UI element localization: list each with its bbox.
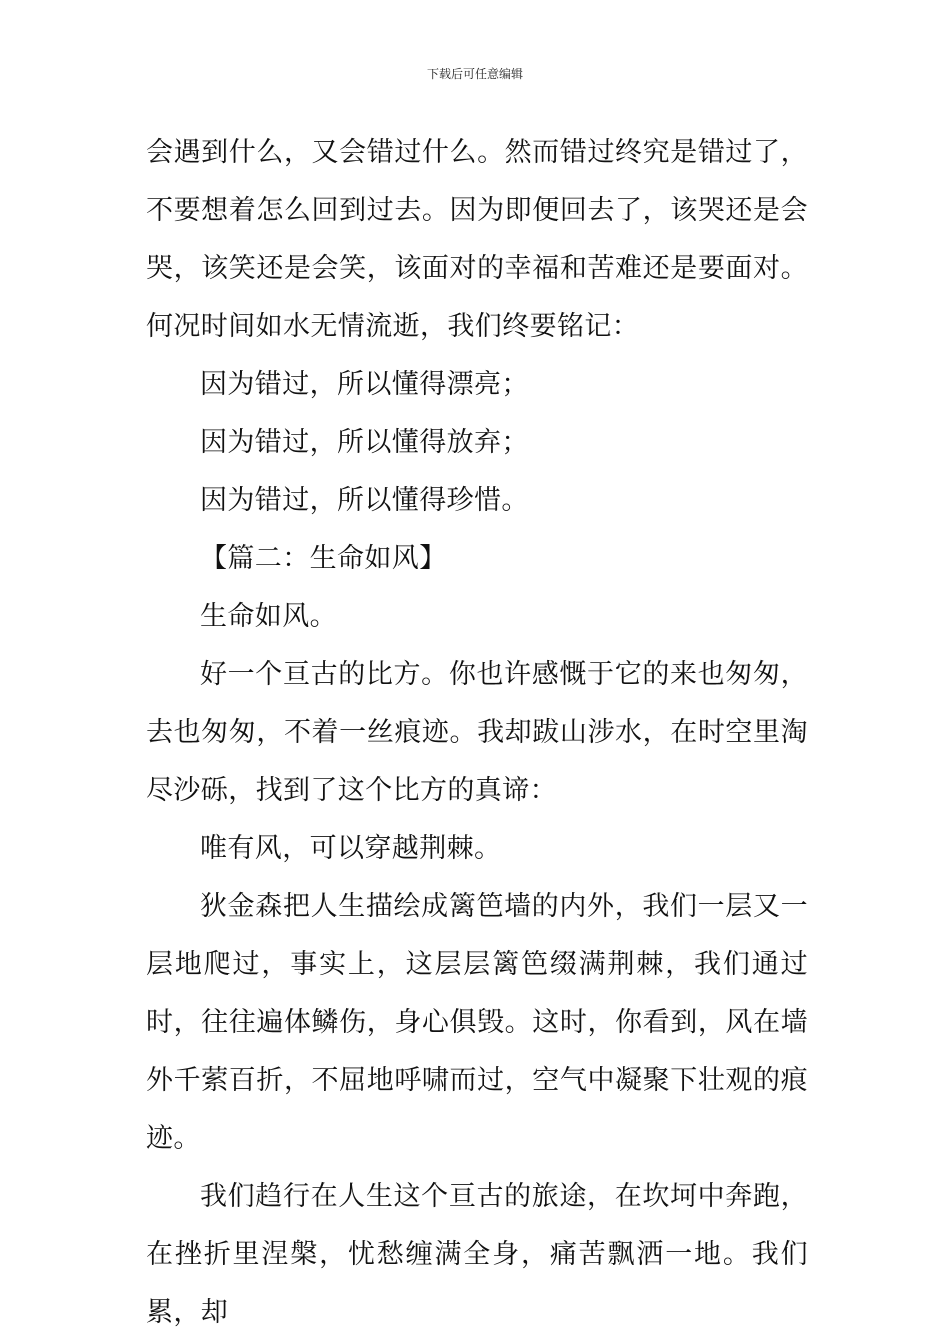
paragraph: 因为错过，所以懂得漂亮； <box>200 369 529 400</box>
paragraph: 狄金森把人生描绘成篱笆墙的内外，我们一层又一层地爬过，事实上，这层层篱笆缀满荆棘，我们通过时，往往遍体鳞伤，身心俱毁。这时，你看到，风在墙外千萦百折，不屈地呼啸而过，空气中凝聚下壮观的痕迹。 <box>146 891 808 1154</box>
paragraph: 会遇到什么，又会错过什么。然而错过终究是错过了，不要想着怎么回到过去。因为即便回去了，该哭还是会哭，该笑还是会笑，该面对的幸福和苦难还是要面对。何况时间如水无情流逝，我们终要铭记： <box>146 137 808 342</box>
paragraph: 生命如风。 <box>200 601 337 632</box>
paragraph: 因为错过，所以懂得珍惜。 <box>200 485 529 516</box>
paragraph: 我们趋行在人生这个亘古的旅途，在坎坷中奔跑，在挫折里涅槃，忧愁缠满全身，痛苦飘洒一地。我们累，却 <box>146 1181 808 1328</box>
section-heading: 【篇二：生命如风】 <box>200 543 447 574</box>
paragraph: 好一个亘古的比方。你也许感慨于它的来也匆匆，去也匆匆，不着一丝痕迹。我却跋山涉水，在时空里淘尽沙砾，找到了这个比方的真谛： <box>146 659 808 806</box>
page-header: 下载后可任意编辑 <box>426 67 523 81</box>
document-body <box>146 124 808 1342</box>
paragraph: 因为错过，所以懂得放弃； <box>200 427 529 458</box>
paragraph: 唯有风，可以穿越荆棘。 <box>200 833 502 864</box>
